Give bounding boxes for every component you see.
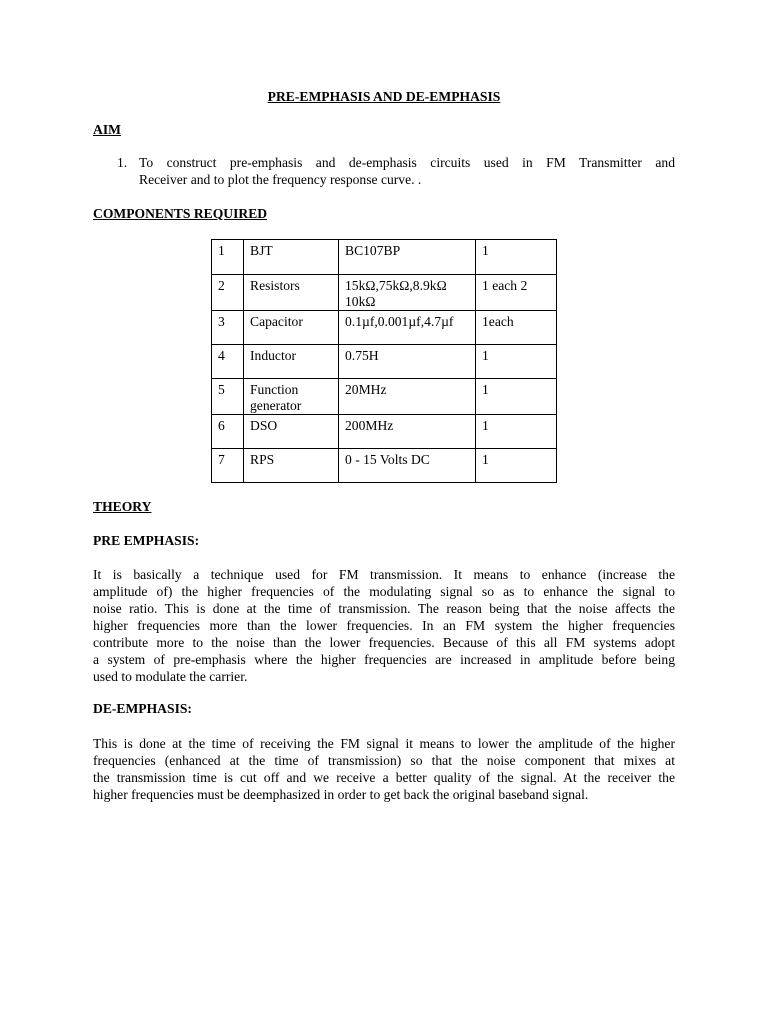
table-row — [212, 345, 557, 379]
table-cell-spec: 200MHz — [339, 415, 476, 449]
table-cell-spec: 0.1µf,0.001µf,4.7µf — [339, 311, 476, 345]
aim-list-item — [117, 154, 675, 188]
table-cell-sno: 5 — [212, 379, 244, 415]
components-heading: COMPONENTS REQUIRED — [93, 206, 268, 221]
table-row — [212, 311, 557, 345]
table-row — [212, 275, 557, 311]
table-cell-name: Inductor — [244, 345, 339, 379]
table-cell-spec: 0 - 15 Volts DC — [339, 449, 476, 483]
table-cell-spec: 15kΩ,75kΩ,8.9kΩ 10kΩ — [339, 275, 476, 311]
paragraph-line: a system of pre-emphasis where the higher frequencies are increased in amplitude before being — [93, 652, 675, 667]
table-cell-sno: 2 — [212, 275, 244, 311]
table-row — [212, 379, 557, 415]
table-cell-sno: 1 — [212, 240, 244, 275]
theory-heading: THEORY — [93, 499, 152, 514]
de-emphasis-heading: DE-EMPHASIS: — [93, 701, 192, 716]
table-cell-qty: 1 each 2 — [476, 275, 557, 311]
table-cell-qty: 1 — [476, 449, 557, 483]
paragraph-line: the transmission time is cut off and we receive a better quality of the signal. At the receiver the — [93, 770, 675, 785]
paragraph-line: It is basically a technique used for FM transmission. It means to enhance (increase the — [93, 567, 675, 582]
table-cell-qty: 1 — [476, 345, 557, 379]
table-cell-sno: 7 — [212, 449, 244, 483]
aim-item-line: To construct pre-emphasis and de-emphasis circuits used in FM Transmitter and — [139, 155, 675, 170]
table-row — [212, 449, 557, 483]
table-row — [212, 240, 557, 275]
table-cell-name: Resistors — [244, 275, 339, 311]
de-emphasis-paragraph — [93, 735, 675, 803]
table-cell-spec: BC107BP — [339, 240, 476, 275]
table-cell-name: Function generator — [244, 379, 339, 415]
components-table — [211, 239, 557, 483]
paragraph-line: contribute more to the noise than the lower frequencies. Because of this all FM systems adopt — [93, 635, 675, 650]
paragraph-line: amplitude of) the higher frequencies of the modulating signal so as to enhance the signal to — [93, 584, 675, 599]
paragraph-line: higher frequencies must be deemphasized in order to get back the original baseband signal. — [93, 787, 589, 802]
paragraph-line: noise ratio. This is done at the time of transmission. The reason being that the noise affects the — [93, 601, 675, 616]
aim-item-text — [139, 154, 675, 188]
table-cell-sno: 6 — [212, 415, 244, 449]
table-cell-sno: 3 — [212, 311, 244, 345]
aim-item-number: 1. — [117, 155, 128, 170]
table-cell-qty: 1 — [476, 240, 557, 275]
pre-emphasis-heading: PRE EMPHASIS: — [93, 533, 200, 548]
paragraph-line: frequencies (enhanced at the time of transmission) so that the noise component that mixes at — [93, 753, 675, 768]
table-cell-spec: 0.75H — [339, 345, 476, 379]
page-title: PRE-EMPHASIS AND DE-EMPHASIS — [267, 89, 501, 104]
table-cell-qty: 1 — [476, 415, 557, 449]
aim-heading: AIM — [93, 122, 121, 137]
table-cell-name: Capacitor — [244, 311, 339, 345]
paragraph-line: This is done at the time of receiving the FM signal it means to lower the amplitude of the higher — [93, 736, 675, 751]
pre-emphasis-paragraph — [93, 566, 675, 685]
table-row — [212, 415, 557, 449]
aim-item-line: Receiver and to plot the frequency response curve. . — [139, 172, 422, 187]
table-cell-name: BJT — [244, 240, 339, 275]
paragraph-line: used to modulate the carrier. — [93, 669, 248, 684]
table-cell-sno: 4 — [212, 345, 244, 379]
table-cell-spec: 20MHz — [339, 379, 476, 415]
table-cell-qty: 1each — [476, 311, 557, 345]
table-cell-name: DSO — [244, 415, 339, 449]
table-cell-qty: 1 — [476, 379, 557, 415]
table-cell-name: RPS — [244, 449, 339, 483]
paragraph-line: higher frequencies more than the lower frequencies. In an FM system the higher frequencies — [93, 618, 675, 633]
